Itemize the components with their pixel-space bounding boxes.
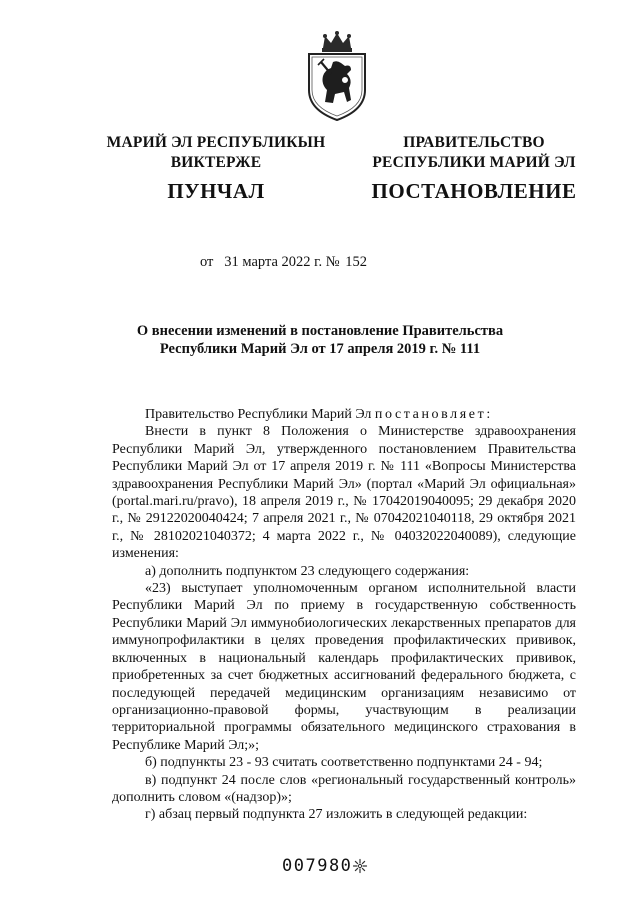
document-body (112, 406, 576, 824)
document-subject (110, 322, 530, 358)
header-right-line2: РЕСПУБЛИКИ МАРИЙ ЭЛ (372, 154, 576, 171)
intro-prefix: Правительство Республики Марий Эл (145, 407, 372, 422)
document-number: 152 (345, 254, 367, 270)
body-paragraph: Внести в пункт 8 Положения о Министерстве здравоохранения Республики Марий Эл, утвержденного постановлением Правительства Республики Марий Эл от 17 апреля 2019 г. № 111 «Вопросы Министерства здравоохранения Республики Марий Эл» (портал «Марий Эл официальная» (portal.mari.ru/pravo), 18 апреля 2019 г., № 17042019040095; 29 декабря 2020 г., № 29122020040424; 7 апреля 2021 г., № 07042021040118, 29 октября 2021 г., № 28102021040372; 4 марта 2022 г., № 04032022040089), следующие изменения: (112, 424, 576, 562)
serial-number: 007980 (282, 856, 353, 876)
body-paragraph: «23) выступает уполномоченным органом исполнительной власти Республики Марий Эл по приему в государственную собственность Республики Марий Эл иммунобиологических лекарственных препаратов для иммунопрофилактики в целях проведения профилактических прививок, включенных в национальный календарь профилактических прививок, приобретенных за счет бюджетных ассигнований федерального бюджета, с последующей передачей медицинским организациям независимо от организационно-правовой формы, участвующим в реализации территориальной программы обязательного медицинского страхования в Республике Марий Эл;»; (112, 581, 576, 753)
header-right-line1: ПРАВИТЕЛЬСТВО (403, 134, 545, 151)
document-type-russian: ПОСТАНОВЛЕНИЕ (371, 179, 577, 203)
header-left-line2: ВИКТЕРЖЕ (170, 154, 262, 171)
header-right (358, 133, 590, 173)
asterisk-mark-icon (352, 858, 368, 874)
intro-spaced-verb: постановляет: (374, 407, 493, 422)
subject-line1: О внесении изменений в постановление Правительства (136, 323, 504, 339)
subject-line2: Республики Марий Эл от 17 апреля 2019 г. № 111 (159, 341, 481, 357)
document-type-mari: ПУНЧАЛ (167, 179, 265, 203)
number-sign: № (325, 254, 340, 270)
date-and-number-line (200, 252, 500, 272)
header-left (100, 133, 332, 173)
intro-paragraph (112, 406, 576, 423)
date-prefix: от (200, 254, 214, 270)
document-date: 31 марта 2022 г. (224, 254, 323, 270)
body-paragraph: б) подпункты 23 - 93 считать соответственно подпунктами 24 - 94; (145, 755, 543, 771)
body-paragraph: а) дополнить подпунктом 23 следующего содержания: (145, 563, 470, 579)
coat-of-arms-emblem (301, 30, 373, 122)
body-paragraph: в) подпункт 24 после слов «региональный государственный контроль» дополнить словом «(надзор)»; (112, 772, 576, 805)
body-paragraph: г) абзац первый подпункта 27 изложить в следующей редакции: (145, 807, 528, 823)
header-left-line1: МАРИЙ ЭЛ РЕСПУБЛИКЫН (106, 134, 326, 151)
